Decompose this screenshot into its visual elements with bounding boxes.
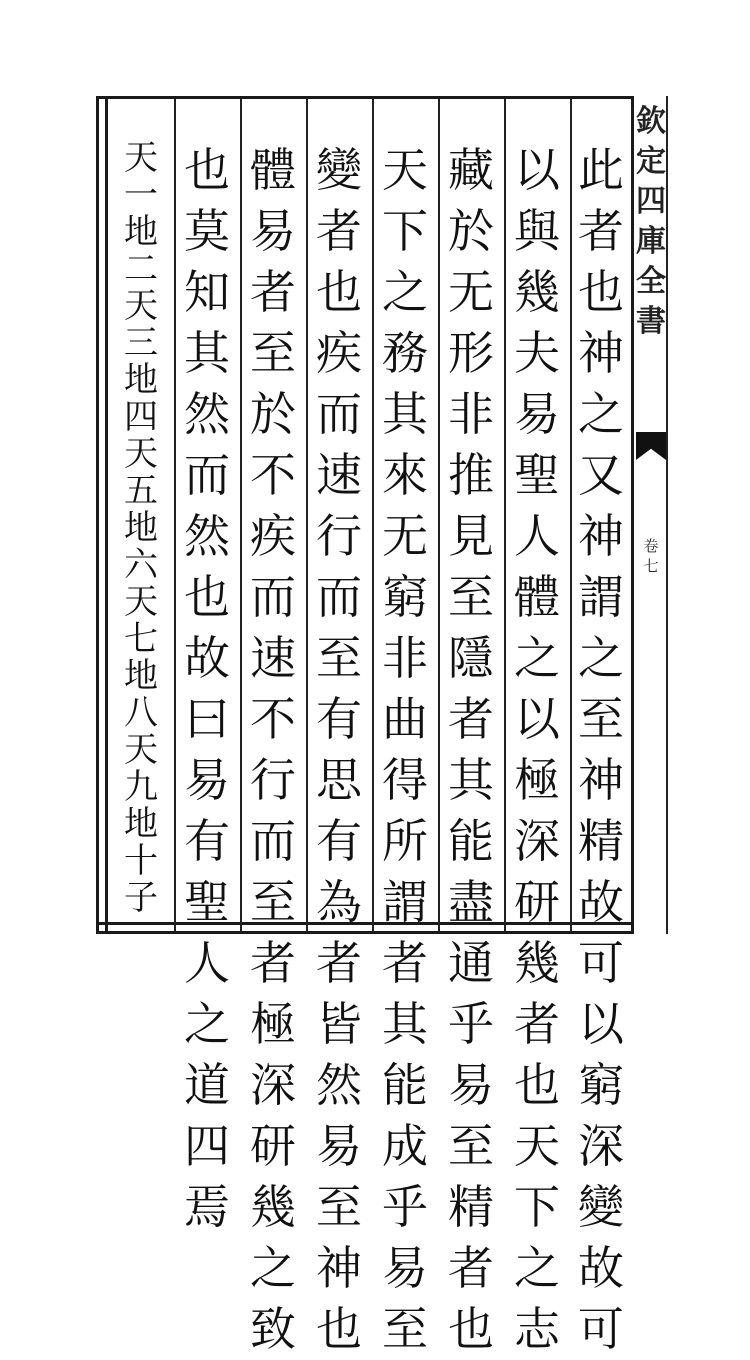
text-char: 之 [514, 631, 560, 685]
text-char: 然 [316, 1058, 362, 1112]
text-column [307, 140, 371, 1360]
text-char: 精 [448, 1180, 494, 1234]
text-char: 至 [382, 1302, 428, 1356]
text-char: 得 [382, 753, 428, 807]
page-margin-strip [634, 96, 668, 934]
text-char: 精 [578, 814, 624, 868]
text-char: 神 [316, 1241, 362, 1295]
text-char: 所 [382, 814, 428, 868]
text-char: 非 [382, 631, 428, 685]
text-char: 而 [316, 570, 362, 624]
text-column [109, 140, 173, 917]
margin-title-char: 四 [636, 184, 666, 219]
text-char: 藏 [448, 143, 494, 197]
text-char: 又 [578, 448, 624, 502]
text-char: 有 [316, 814, 362, 868]
text-char: 速 [250, 631, 296, 685]
text-char: 易 [316, 1119, 362, 1173]
text-char: 此 [578, 143, 624, 197]
text-char: 焉 [184, 1180, 230, 1234]
text-char: 至 [316, 631, 362, 685]
text-char: 有 [316, 692, 362, 746]
text-char: 然 [184, 509, 230, 563]
text-char: 不 [250, 448, 296, 502]
text-char: 以 [514, 692, 560, 746]
text-char: 與 [514, 204, 560, 258]
text-char: 變 [316, 143, 362, 197]
text-char: 八 [124, 693, 158, 733]
text-char: 曲 [382, 692, 428, 746]
text-char: 者 [316, 204, 362, 258]
column-rule [306, 99, 308, 931]
text-char: 速 [316, 448, 362, 502]
text-char: 謂 [382, 875, 428, 929]
text-char: 而 [250, 814, 296, 868]
text-char: 神 [578, 326, 624, 380]
column-rule [570, 99, 572, 931]
text-char: 也 [184, 570, 230, 624]
text-char: 謂 [578, 570, 624, 624]
text-char: 其 [184, 326, 230, 380]
text-char: 三 [124, 323, 158, 363]
text-char: 皆 [316, 997, 362, 1051]
text-char: 易 [448, 1058, 494, 1112]
text-char: 行 [316, 509, 362, 563]
text-char: 一 [124, 175, 158, 215]
text-char: 之 [382, 265, 428, 319]
text-char: 而 [184, 448, 230, 502]
text-char: 知 [184, 265, 230, 319]
text-char: 七 [124, 619, 158, 659]
fishtail-mark [636, 432, 666, 460]
text-char: 極 [250, 997, 296, 1051]
text-char: 之 [250, 1241, 296, 1295]
text-char: 而 [316, 387, 362, 441]
text-char: 天 [124, 434, 158, 474]
text-char: 以 [578, 997, 624, 1051]
text-char: 子 [124, 878, 158, 918]
text-char: 窮 [578, 1058, 624, 1112]
text-char: 形 [448, 326, 494, 380]
text-char: 其 [382, 387, 428, 441]
text-char: 深 [514, 814, 560, 868]
margin-rule [666, 96, 668, 934]
text-char: 盡 [448, 875, 494, 929]
margin-juan-char: 卷 [643, 537, 659, 555]
text-char: 聖 [184, 875, 230, 929]
text-column [439, 140, 503, 1360]
text-char: 窮 [382, 570, 428, 624]
margin-title-char: 欽 [636, 104, 666, 139]
text-char: 神 [578, 509, 624, 563]
text-char: 變 [578, 1180, 624, 1234]
text-char: 研 [250, 1119, 296, 1173]
text-char: 易 [514, 387, 560, 441]
text-char: 无 [448, 265, 494, 319]
text-char: 非 [448, 387, 494, 441]
text-char: 故 [184, 631, 230, 685]
text-char: 來 [382, 448, 428, 502]
text-char: 也 [316, 1302, 362, 1356]
text-char: 地 [124, 508, 158, 548]
text-column [175, 140, 239, 1238]
text-char: 之 [578, 387, 624, 441]
text-char: 者 [250, 265, 296, 319]
text-char: 者 [316, 936, 362, 990]
text-char: 之 [184, 997, 230, 1051]
text-char: 至 [448, 1119, 494, 1173]
text-char: 於 [250, 387, 296, 441]
text-char: 也 [448, 1302, 494, 1356]
text-char: 可 [578, 936, 624, 990]
text-char: 也 [578, 265, 624, 319]
column-rule [438, 99, 440, 931]
text-char: 地 [124, 656, 158, 696]
column-rule [504, 99, 506, 931]
text-char: 體 [250, 143, 296, 197]
text-char: 天 [124, 730, 158, 770]
text-char: 人 [514, 509, 560, 563]
text-char: 推 [448, 448, 494, 502]
text-char: 其 [448, 753, 494, 807]
text-char: 夫 [514, 326, 560, 380]
margin-title-char: 定 [636, 144, 666, 179]
text-char: 也 [316, 265, 362, 319]
text-char: 易 [184, 753, 230, 807]
text-char: 然 [184, 387, 230, 441]
text-char: 者 [382, 936, 428, 990]
margin-title-char: 全 [636, 264, 666, 299]
text-char: 其 [382, 997, 428, 1051]
text-char: 至 [448, 570, 494, 624]
text-char: 可 [578, 1302, 624, 1356]
text-char: 者 [448, 1241, 494, 1295]
text-char: 研 [514, 875, 560, 929]
text-char: 體 [514, 570, 560, 624]
text-char: 十 [124, 841, 158, 881]
text-char: 九 [124, 767, 158, 807]
text-column [505, 140, 569, 1360]
text-char: 四 [184, 1119, 230, 1173]
margin-juan-char: 七 [643, 557, 659, 575]
text-column [241, 140, 305, 1360]
text-char: 疾 [250, 509, 296, 563]
text-char: 思 [316, 753, 362, 807]
text-char: 疾 [316, 326, 362, 380]
text-char: 於 [448, 204, 494, 258]
text-char: 莫 [184, 204, 230, 258]
text-char: 也 [514, 1058, 560, 1112]
margin-title [634, 102, 668, 342]
text-char: 天 [124, 138, 158, 178]
column-rule [174, 99, 176, 931]
text-column [373, 140, 437, 1360]
text-char: 五 [124, 471, 158, 511]
text-char: 者 [448, 692, 494, 746]
text-char: 行 [250, 753, 296, 807]
text-char: 无 [382, 509, 428, 563]
text-char: 至 [316, 1180, 362, 1234]
text-char: 之 [578, 631, 624, 685]
text-char: 下 [514, 1180, 560, 1234]
text-char: 幾 [250, 1180, 296, 1234]
text-char: 為 [316, 875, 362, 929]
text-char: 易 [382, 1241, 428, 1295]
text-char: 能 [382, 1058, 428, 1112]
text-char: 神 [578, 753, 624, 807]
text-char: 務 [382, 326, 428, 380]
text-char: 有 [184, 814, 230, 868]
text-char: 地 [124, 360, 158, 400]
margin-volume-label [634, 536, 668, 576]
text-char: 地 [124, 804, 158, 844]
text-char: 道 [184, 1058, 230, 1112]
text-char: 幾 [514, 265, 560, 319]
text-column [569, 140, 633, 1360]
text-char: 之 [514, 1241, 560, 1295]
text-char: 天 [514, 1119, 560, 1173]
margin-title-char: 庫 [636, 224, 666, 259]
text-char: 極 [514, 753, 560, 807]
text-char: 天 [124, 582, 158, 622]
text-char: 者 [578, 204, 624, 258]
text-char: 聖 [514, 448, 560, 502]
text-char: 見 [448, 509, 494, 563]
text-char: 不 [250, 692, 296, 746]
text-char: 乎 [448, 997, 494, 1051]
text-char: 能 [448, 814, 494, 868]
text-char: 者 [250, 936, 296, 990]
text-char: 六 [124, 545, 158, 585]
text-char: 通 [448, 936, 494, 990]
text-char: 者 [514, 997, 560, 1051]
text-char: 二 [124, 249, 158, 289]
text-char: 也 [184, 143, 230, 197]
column-rule [240, 99, 242, 931]
text-char: 深 [250, 1058, 296, 1112]
text-char: 乎 [382, 1180, 428, 1234]
text-char: 下 [382, 204, 428, 258]
text-char: 易 [250, 204, 296, 258]
text-char: 至 [250, 875, 296, 929]
column-rule [372, 99, 374, 931]
text-char: 曰 [184, 692, 230, 746]
text-char: 至 [578, 692, 624, 746]
text-char: 天 [382, 143, 428, 197]
text-char: 地 [124, 212, 158, 252]
text-char: 至 [250, 326, 296, 380]
text-char: 故 [578, 1241, 624, 1295]
text-char: 深 [578, 1119, 624, 1173]
text-char: 隱 [448, 631, 494, 685]
text-char: 人 [184, 936, 230, 990]
text-char: 幾 [514, 936, 560, 990]
text-char: 志 [514, 1302, 560, 1356]
text-char: 天 [124, 286, 158, 326]
text-char: 而 [250, 570, 296, 624]
text-char: 故 [578, 875, 624, 929]
text-char: 成 [382, 1119, 428, 1173]
text-char: 以 [514, 143, 560, 197]
margin-title-char: 書 [636, 304, 666, 339]
text-char: 四 [124, 397, 158, 437]
text-char: 致 [250, 1302, 296, 1356]
